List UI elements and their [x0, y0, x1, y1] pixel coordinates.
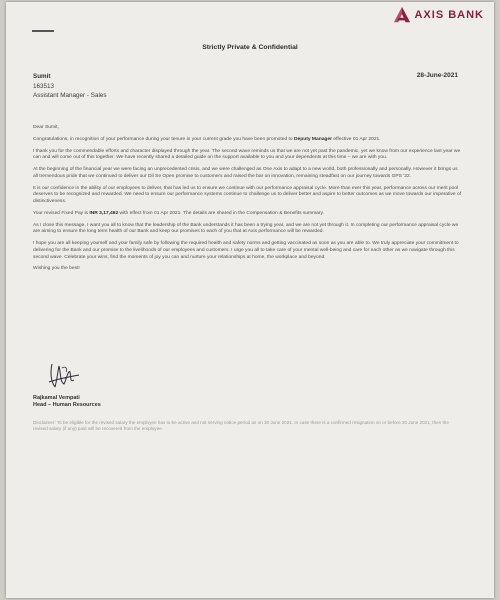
axis-bank-logo	[393, 6, 484, 24]
fixed-pay-paragraph: Your revised Fixed Pay is INR 3,17,462 with effect from 01 Apr 2021. The details are shared in the Compensation & Benefits summary.	[33, 210, 324, 216]
paragraph-2: I thank you for the commendable efforts and character displayed through the year. The second wave reminds us that we are not yet past the pandemic, yet we know from our experience last year we can and will come out of this together. We have recently shared a detailed guide on the support available to you and your dependents at this time – we are with you.	[33, 148, 461, 161]
fixed-pay-amount: INR 3,17,462	[89, 210, 119, 216]
recipient-name: Sumit	[33, 73, 51, 80]
recipient-designation: Assistant Manager - Sales	[33, 92, 107, 99]
letter-body	[33, 125, 463, 278]
closing-line: Wishing you the best!	[33, 266, 80, 272]
paragraph-7: I hope you are all keeping yourself and your family safe by following the required health and safety norms and getting vaccinated as soon as you are able to. We truly appreciate your commitment to delivering for the Bank and our promise to the livelihoods of our employees and customers. I urge you all to take care of your mental well-being and care for each other as we navigate through this second wave. Celebrate your wins, find the moments of joy you can and nurture your relationships at home, the workplace and beyond.	[33, 241, 459, 260]
recipient-block	[33, 72, 107, 101]
signatory-block	[33, 395, 101, 409]
letter-date: 28-June-2021	[416, 72, 458, 79]
disclaimer-text: Disclaimer: To be eligible for the revised salary the employee has to be active and not serving notice period as on 30 June 2021. In case there is a confirmed resignation on or before 30 June 2021, then the revised salary (if any) paid will be recovered from the employee.	[33, 420, 449, 432]
recipient-id: 163513	[33, 82, 55, 90]
new-role: Deputy Manager	[294, 136, 333, 142]
paragraph-4: It is our confidence in the ability of our employees to deliver, that has led us to ensure we continue with our performance appraisal cycle. More than ever this year, performance across our merit pool deserves to be recognized and rewarded. We need to ensure our performance systems continue to challenge us to deliver better and aspire to better outcomes as we move towards our imperative of distinctiveness.	[33, 185, 462, 204]
axis-logo-icon	[393, 6, 411, 24]
signatory-name: Rajkamal Vempati	[33, 395, 80, 401]
bank-name: AXIS BANK	[414, 9, 484, 21]
letter-page	[6, 2, 494, 598]
salutation: Dear Sumit,	[33, 125, 59, 130]
signature-image	[46, 360, 82, 392]
scan-mark	[32, 30, 54, 32]
paragraph-3: At the beginning of the financial year we were facing an unprecedented crisis, and we were challenged as One Axis to adapt to a new world, both professionally and personally. However it brings us all tremendous pride that we continued to deliver our Dil Se Open promise to customers and raised the bar on innovation, remaining steadfast on our journey towards GPS '22.	[33, 167, 458, 179]
paragraph-6: As I close this message, I want you all to know that the leadership of the Bank understands it has been a trying year, and we are not yet through it. In completing our performance appraisal cycle we are aiming to ensure the long term health of our Bank and keep our promises to each of you that at Axis performance will be rewarded.	[33, 222, 459, 235]
signatory-title: Head – Human Resources	[33, 402, 101, 408]
letter-heading: Strictly Private & Confidential	[202, 44, 298, 51]
promotion-paragraph: Congratulations, in recognition of your performance during your tenure in your current grade you have been promoted to Deputy Manager effective 01 Apr 2021.	[33, 136, 381, 142]
